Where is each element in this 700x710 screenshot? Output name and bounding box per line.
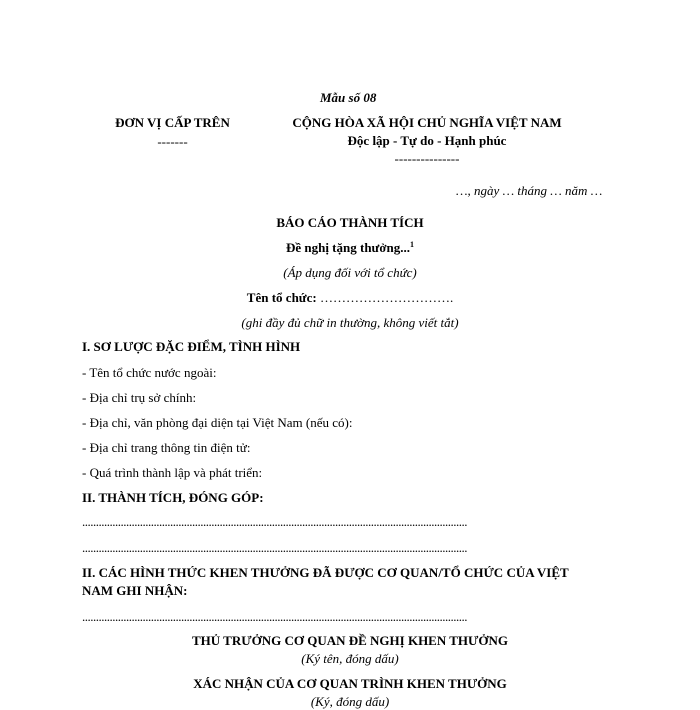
- org-superior: ĐƠN VỊ CẤP TRÊN: [115, 115, 230, 130]
- motto: Độc lập - Tự do - Hạnh phúc: [347, 133, 507, 148]
- section1-item: - Địa chỉ trụ sở chính:: [82, 390, 197, 405]
- section1-heading: I. SƠ LƯỢC ĐẶC ĐIỂM, TÌNH HÌNH: [82, 339, 301, 354]
- proposal-text: Đề nghị tặng thưởng...: [285, 240, 411, 255]
- form-number: Mẫu số 08: [320, 90, 377, 105]
- org-name-note: (ghi đầy đủ chữ in thường, không viết tắt): [241, 315, 459, 330]
- head-signature-title: THỦ TRƯỞNG CƠ QUAN ĐỀ NGHỊ KHEN THƯỞNG: [192, 633, 508, 648]
- section3-heading-line1: II. CÁC HÌNH THỨC KHEN THƯỞNG ĐÃ ĐƯỢC CƠ QUAN/TỔ CHỨC CỦA VIỆT: [82, 565, 569, 580]
- date-line: …, ngày … tháng … năm …: [456, 183, 603, 198]
- proposal-line: [200, 240, 500, 256]
- org-name-line: [200, 290, 500, 306]
- section1-item: - Tên tổ chức nước ngoài:: [82, 365, 217, 380]
- dotted-line: ............................................................................................................................................: [82, 540, 467, 555]
- dotted-line: ............................................................................................................................................: [82, 609, 467, 624]
- dotted-line: ............................................................................................................................................: [82, 514, 467, 529]
- head-signature-note: (Ký tên, đóng dấu): [301, 651, 399, 666]
- report-title: BÁO CÁO THÀNH TÍCH: [276, 215, 424, 230]
- national-title: CỘNG HÒA XÃ HỘI CHỦ NGHĨA VIỆT NAM: [292, 115, 562, 130]
- motto-underline: ---------------: [394, 151, 460, 166]
- section2-heading: II. THÀNH TÍCH, ĐÓNG GÓP:: [82, 490, 264, 505]
- confirm-signature-title: XÁC NHẬN CỦA CƠ QUAN TRÌNH KHEN THƯỞNG: [193, 676, 507, 691]
- footnote-marker: 1: [410, 240, 415, 249]
- section1-item: - Địa chỉ trang thông tin điện tử:: [82, 440, 251, 455]
- section1-item: - Địa chỉ, văn phòng đại diện tại Việt Nam (nếu có):: [82, 415, 353, 430]
- applies-to-note: (Áp dụng đối với tổ chức): [283, 265, 417, 280]
- org-name-label: Tên tổ chức:: [246, 290, 317, 305]
- section3-heading-line2: NAM GHI NHẬN:: [82, 583, 188, 598]
- confirm-signature-note: (Ký, đóng dấu): [310, 694, 390, 709]
- section1-item: - Quá trình thành lập và phát triển:: [82, 465, 263, 480]
- org-superior-line: -------: [157, 134, 188, 149]
- org-name-value: ………………………….: [319, 290, 454, 305]
